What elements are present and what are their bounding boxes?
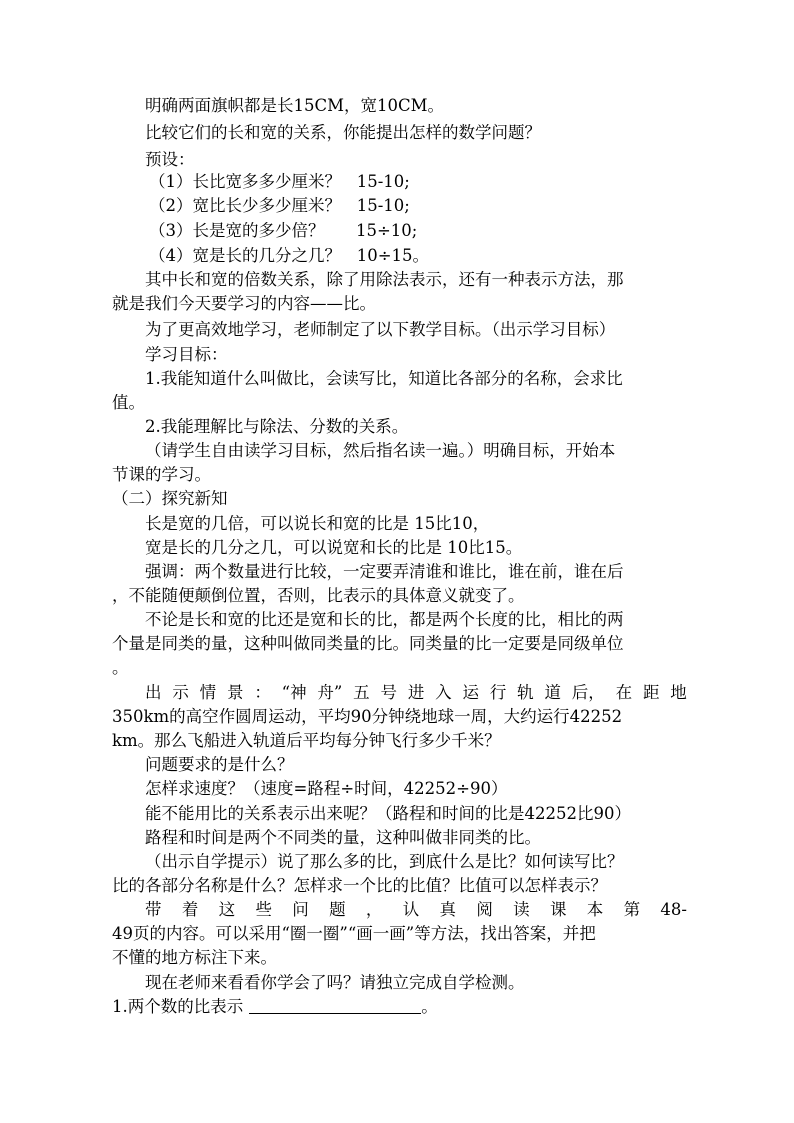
justified-word: 地 — [670, 683, 687, 702]
section-heading: （二）探究新知 — [112, 489, 228, 508]
text-line: 为了更高效地学习，老师制定了以下教学目标。（出示学习目标） — [145, 320, 616, 339]
exercise-end: 。 — [421, 997, 438, 1016]
text-line: 就是我们今天要学习的内容——比。 — [112, 294, 376, 313]
justified-word: 读 — [513, 900, 530, 919]
text-line: 强调：两个数量进行比较，一定要弄清谁和谁比，谁在前，谁在后 — [145, 562, 624, 581]
justified-word: 问 — [292, 900, 309, 919]
exercise-text: 1.两个数的比表示 — [112, 997, 244, 1016]
justified-word: 课 — [549, 900, 567, 919]
text-line: 其中长和宽的倍数关系，除了用除法表示，还有一种表示方法，那 — [145, 270, 624, 289]
justified-word: 第 — [623, 900, 641, 919]
answer-blank[interactable] — [249, 995, 421, 1014]
justified-word: 舟” — [317, 683, 343, 702]
justified-word: 这 — [218, 900, 236, 919]
text-line: 49页的内容。可以采用“圈一圈”“画一画”等方法，找出答案，并把 — [112, 924, 596, 943]
justified-text-line — [145, 898, 687, 922]
justified-word: 本 — [586, 900, 604, 919]
justified-word: 轨 — [517, 683, 534, 702]
justified-word: 后， — [571, 683, 605, 702]
text-line: km。那么飞船进入轨道后平均每分钟飞行多少千米？ — [112, 731, 501, 750]
text-line: 不论是长和宽的比还是宽和长的比，都是两个长度的比，相比的两 — [145, 610, 624, 629]
justified-text-line — [145, 681, 687, 705]
text-line: 问题要求的是什么？ — [145, 755, 294, 774]
justified-word: 出 — [145, 683, 162, 702]
justified-word: 48- — [660, 900, 687, 919]
justified-word: 号 — [380, 683, 397, 702]
text-line: 宽是长的几分之几，可以说宽和长的比是 10比15。 — [145, 538, 523, 557]
justified-word: 行 — [489, 683, 507, 702]
preset-item: （2）宽比长少多少厘米？ 15-10; — [149, 196, 410, 215]
text-line: 怎样求速度？（速度=路程÷时间，42252÷90） — [145, 779, 508, 798]
justified-word: ， — [365, 900, 383, 919]
justified-word: 题 — [329, 900, 346, 919]
text-line: 能不能用比的关系表示出来呢？（路程和时间的比是42252比90） — [145, 804, 631, 823]
justified-word: 示 — [172, 683, 189, 702]
text-line: 350km的高空作圆周运动，平均90分钟绕地球一周，大约运行42252 — [112, 707, 623, 726]
text-line: 个量是同类的量，这种叫做同类量的比。同类量的比一定要是同级单位 — [112, 634, 624, 653]
text-line: 2.我能理解比与除法、分数的关系。 — [145, 417, 409, 436]
justified-word: 进 — [407, 683, 425, 702]
text-line: 路程和时间是两个不同类的量，这种叫做非同类的比。 — [145, 828, 541, 847]
justified-word: 些 — [255, 900, 272, 919]
justified-word: 情 — [199, 683, 217, 702]
justified-word: 运 — [462, 683, 479, 702]
justified-word: 带 — [145, 900, 162, 919]
justified-word: 着 — [181, 900, 199, 919]
preset-item: （3）长是宽的多少倍？ 15÷10; — [149, 221, 418, 240]
justified-word: 阅 — [476, 900, 493, 919]
text-line: （请学生自由读学习目标，然后指名读一遍。）明确目标，开始本 — [145, 441, 616, 460]
justified-word: 在 — [615, 683, 633, 702]
justified-word: 景 — [226, 683, 244, 702]
preset-item: （1）长比宽多多少厘米？ 15-10; — [149, 172, 410, 191]
justified-word: 五 — [353, 683, 370, 702]
text-line: 长是宽的几倍，可以说长和宽的比是 15比10， — [145, 514, 490, 533]
text-line: 1.我能知道什么叫做比，会读写比，知道比各部分的名称，会求比 — [145, 369, 623, 388]
text-line: 值。 — [112, 393, 145, 412]
text-line: 节课的学习。 — [112, 465, 211, 484]
justified-word: 道 — [544, 683, 561, 702]
text-line: ，不能随便颠倒位置，否则，比表示的具体意义就变了。 — [112, 586, 525, 605]
justified-word: “神 — [281, 683, 307, 702]
text-line: （出示自学提示）说了那么多的比，到底什么是比？如何读写比？ — [145, 852, 624, 871]
justified-word: 距 — [642, 683, 660, 702]
text-line: 现在老师来看看你学会了吗？请独立完成自学检测。 — [145, 973, 525, 992]
text-line: 学习目标： — [145, 345, 228, 364]
text-line: 明确两面旗帜都是长15CM，宽10CM。 — [145, 96, 445, 115]
text-line: 比的各部分名称是什么？怎样求一个比的比值？比值可以怎样表示？ — [112, 876, 607, 895]
justified-word: 入 — [435, 683, 452, 702]
text-line: 不懂的地方标注下来。 — [112, 948, 277, 967]
justified-word: ： — [254, 683, 271, 702]
justified-word: 真 — [439, 900, 456, 919]
preset-item: （4）宽是长的几分之几？ 10÷15。 — [149, 246, 430, 265]
justified-word: 认 — [402, 900, 420, 919]
text-line: 预设： — [145, 150, 195, 169]
exercise-item — [112, 995, 438, 1019]
text-line: 。 — [112, 658, 129, 677]
text-line: 比较它们的长和宽的关系，你能提出怎样的数学问题？ — [145, 123, 541, 142]
